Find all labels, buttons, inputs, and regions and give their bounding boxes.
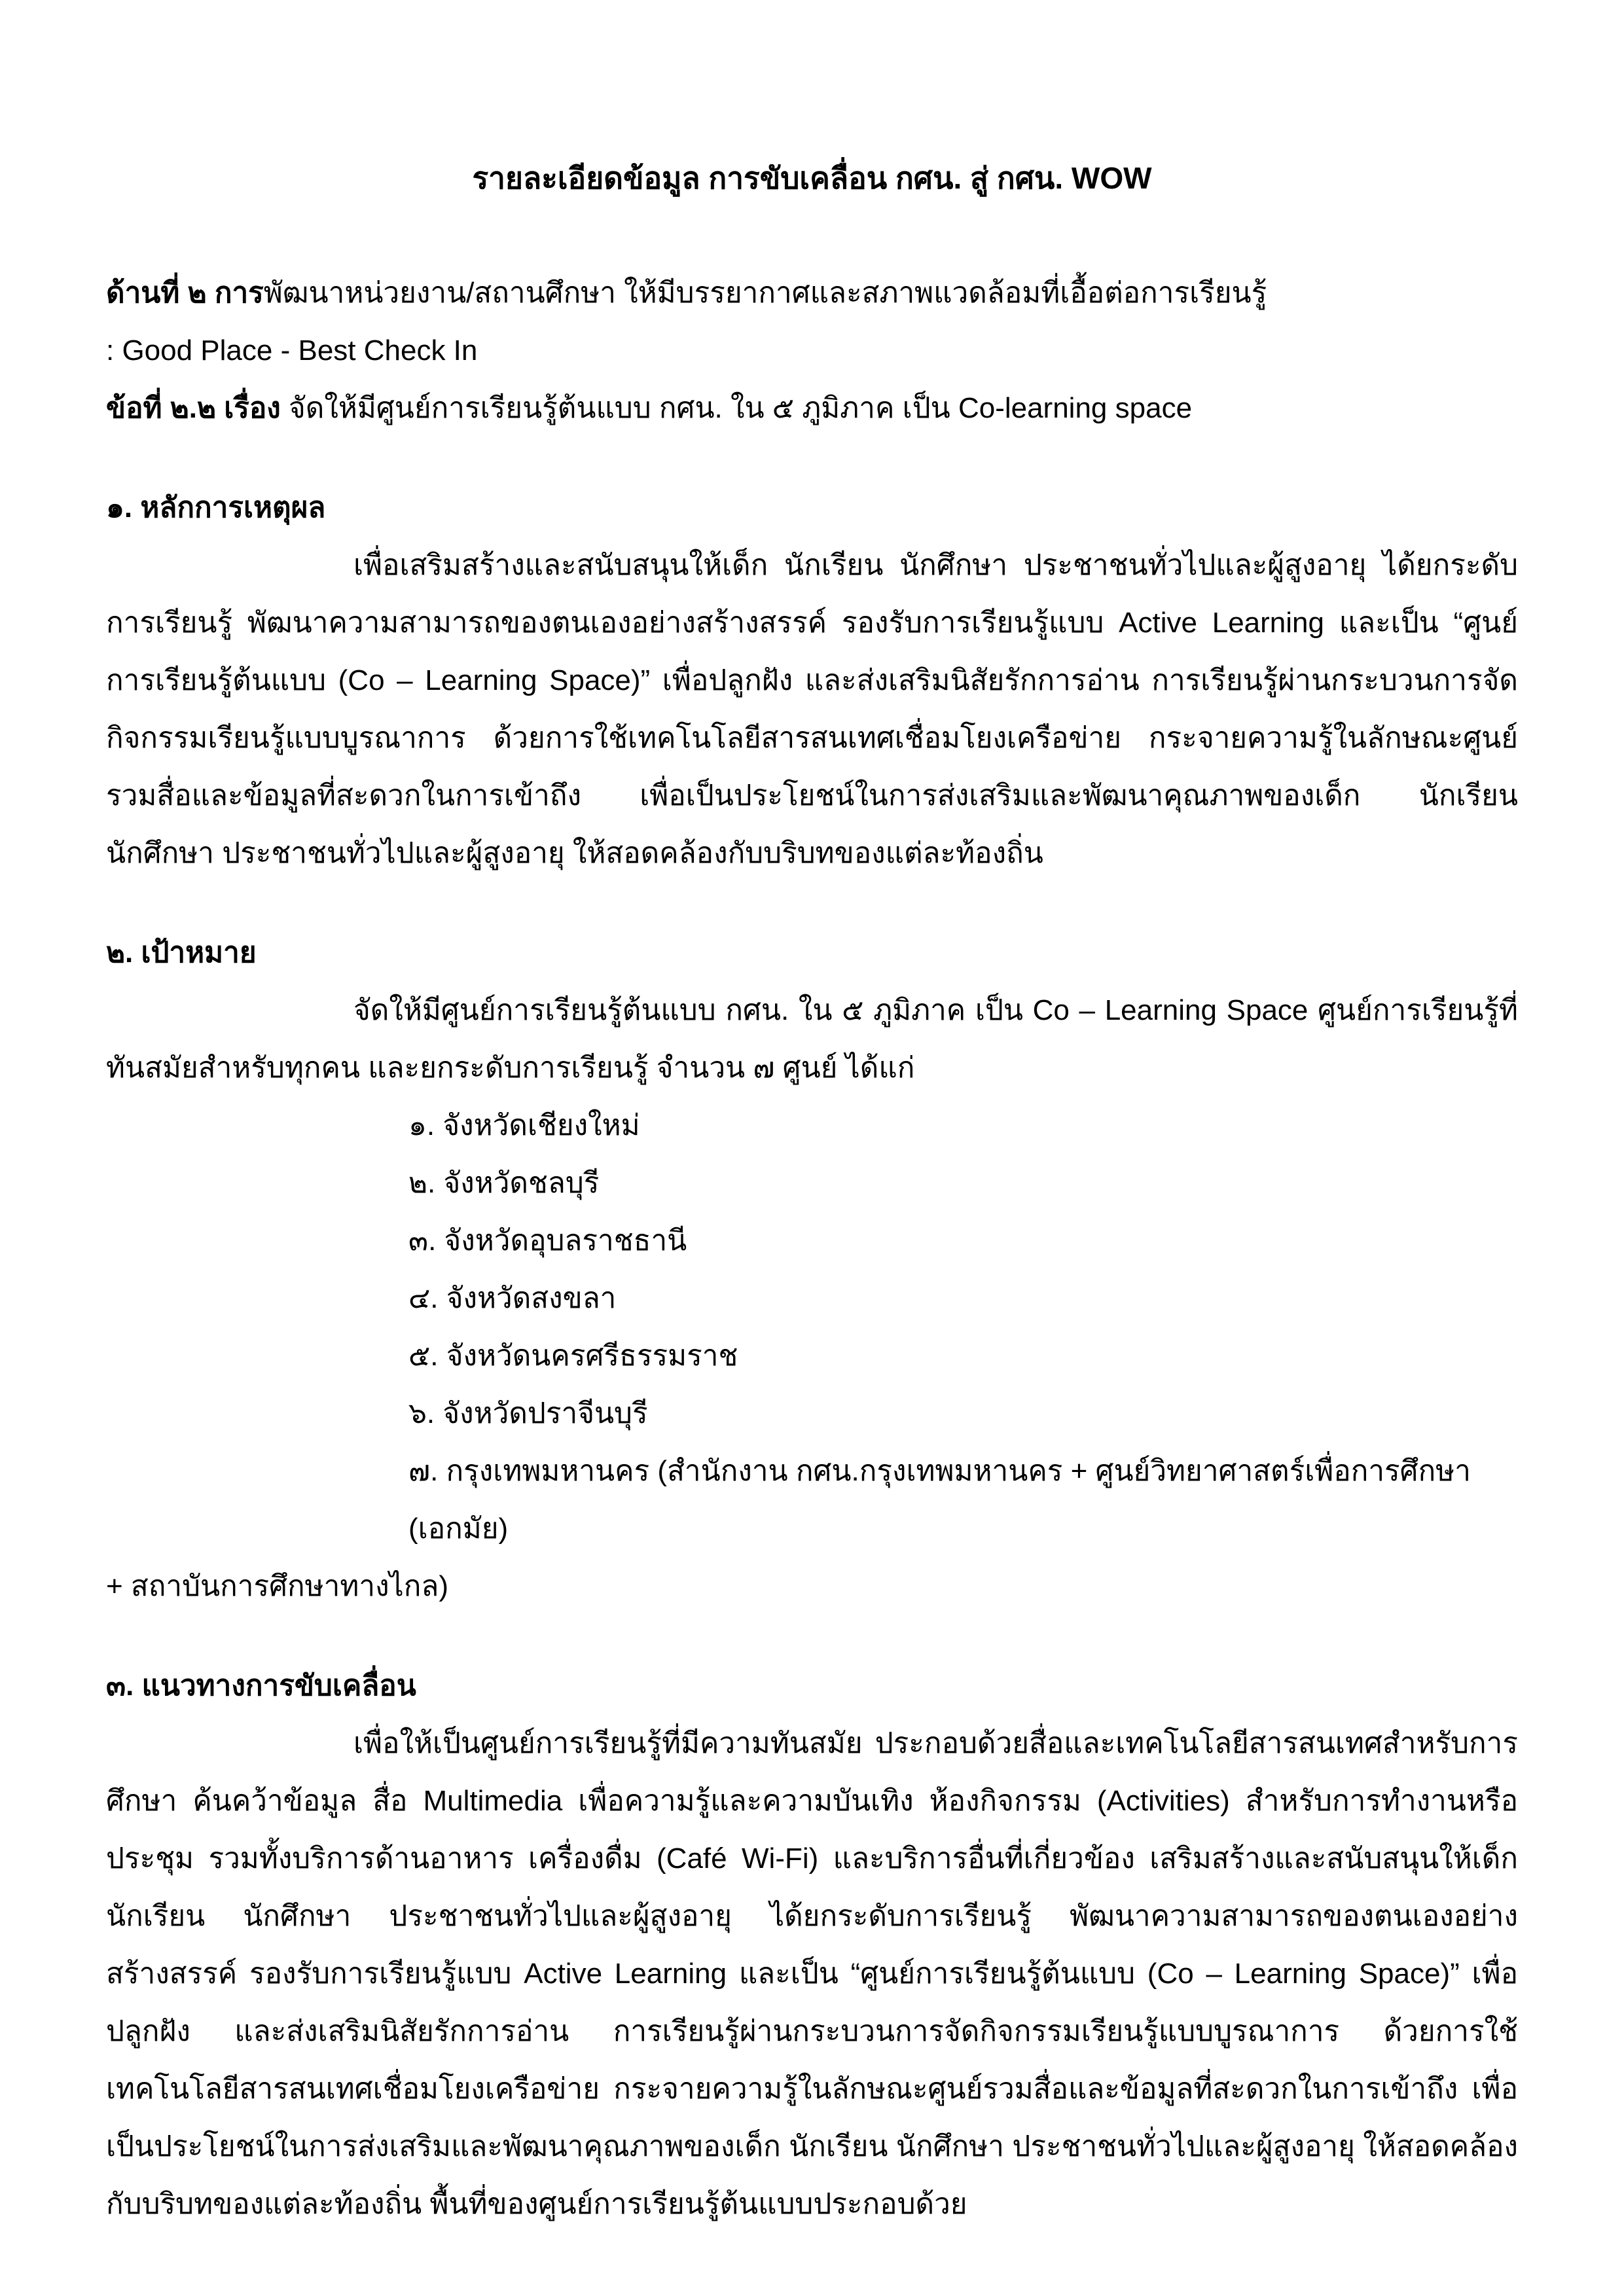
item-label: ข้อที่ ๒.๒ เรื่อง	[106, 392, 281, 424]
list-item: ๕. จังหวัดนครศรีธรรมราช	[408, 1340, 738, 1372]
list-continuation: + สถาบันการศึกษาทางไกล)	[106, 1570, 448, 1602]
section-3-paragraph: เพื่อให้เป็นศูนย์การเรียนรู้ที่มีความทันสมัย ประกอบด้วยสื่อและเทคโนโลยีสารสนเทศสำหรับการศึกษา ค้นคว้าข้อมูล สื่อ Multimedia เพื่อความรู้และความบันเทิง ห้องกิจกรรม (Activities) สำหรับการทำงานหรือประชุม รวมทั้งบริการด้านอาหาร เครื่องดื่ม (Café Wi-Fi) และบริการอื่นที่เกี่ยวข้อง เสริมสร้างและสนับสนุนให้เด็ก นักเรียน นักศึกษา ประชาชนทั่วไปและผู้สูงอายุ ได้ยกระดับการเรียนรู้ พัฒนาความสามารถของตนเองอย่างสร้างสรรค์ รองรับการเรียนรู้แบบ Active Learning และเป็น “ศูนย์การเรียนรู้ต้นแบบ (Co – Learning Space)” เพื่อปลูกฝัง และส่งเสริมนิสัยรักการอ่าน การเรียนรู้ผ่านกระบวนการจัดกิจกรรมเรียนรู้แบบบูรณาการ ด้วยการใช้เทคโนโลยีสารสนเทศเชื่อมโยงเครือข่าย กระจายความรู้ในลักษณะศูนย์รวมสื่อและข้อมูลที่สะดวกในการเข้าถึง เพื่อเป็นประโยชน์ในการส่งเสริมและพัฒนาคุณภาพของเด็ก นักเรียน นักศึกษา ประชาชนทั่วไปและผู้สูงอายุ ให้สอดคล้องกับบริบทของแต่ละท้องถิ่น พื้นที่ของศูนย์การเรียนรู้ต้นแบบประกอบด้วย	[106, 1727, 1518, 2220]
topic-line	[106, 264, 1518, 322]
section-approach	[106, 1657, 1518, 2233]
section-principle	[106, 479, 1518, 882]
item-line	[106, 380, 1518, 437]
topic-text: พัฒนาหน่วยงาน/สถานศึกษา ให้มีบรรยากาศและสภาพแวดล้อมที่เอื้อต่อการเรียนรู้	[263, 277, 1267, 309]
list-item: ๒. จังหวัดชลบุรี	[408, 1167, 600, 1199]
subtitle-line: : Good Place - Best Check In	[106, 334, 478, 367]
document-header	[106, 264, 1518, 437]
section-goal	[106, 924, 1518, 1615]
section-2-heading: ๒. เป้าหมาย	[106, 937, 257, 969]
section-1-heading: ๑. หลักการเหตุผล	[106, 492, 326, 524]
page-title: รายละเอียดข้อมูล การขับเคลื่อน กศน. สู่ กศน. WOW	[472, 161, 1152, 195]
item-text: จัดให้มีศูนย์การเรียนรู้ต้นแบบ กศน. ใน ๕ ภูมิภาค เป็น Co-learning space	[280, 392, 1193, 424]
topic-label: ด้านที่ ๒ การ	[106, 277, 264, 309]
list-item: ๖. จังหวัดปราจีนบุรี	[408, 1397, 648, 1429]
section-2-paragraph: จัดให้มีศูนย์การเรียนรู้ต้นแบบ กศน. ใน ๕ ภูมิภาค เป็น Co – Learning Space ศูนย์การเรียนรู้ที่ทันสมัยสำหรับทุกคน และยกระดับการเรียนรู้ จำนวน ๗ ศูนย์ ได้แก่	[106, 994, 1519, 1084]
list-item: ๓. จังหวัดอุบลราชธานี	[408, 1225, 687, 1257]
list-item: ๑. จังหวัดเชียงใหม่	[408, 1109, 640, 1141]
list-item: ๗. กรุงเทพมหานคร (สำนักงาน กศน.กรุงเทพมหานคร + ศูนย์วิทยาศาสตร์เพื่อการศึกษา (เอกมัย)	[408, 1455, 1471, 1545]
section-3-heading: ๓. แนวทางการขับเคลื่อน	[106, 1670, 416, 1702]
section-1-paragraph: เพื่อเสริมสร้างและสนับสนุนให้เด็ก นักเรียน นักศึกษา ประชาชนทั่วไปและผู้สูงอายุ ได้ยกระดับการเรียนรู้ พัฒนาความสามารถของตนเองอย่างสร้างสรรค์ รองรับการเรียนรู้แบบ Active Learning และเป็น “ศูนย์การเรียนรู้ต้นแบบ (Co – Learning Space)” เพื่อปลูกฝัง และส่งเสริมนิสัยรักการอ่าน การเรียนรู้ผ่านกระบวนการจัดกิจกรรมเรียนรู้แบบบูรณาการ ด้วยการใช้เทคโนโลยีสารสนเทศเชื่อมโยงเครือข่าย กระจายความรู้ในลักษณะศูนย์รวมสื่อและข้อมูลที่สะดวกในการเข้าถึง เพื่อเป็นประโยชน์ในการส่งเสริมและพัฒนาคุณภาพของเด็ก นักเรียน นักศึกษา ประชาชนทั่วไปและผู้สูงอายุ ให้สอดคล้องกับบริบทของแต่ละท้องถิ่น	[106, 549, 1518, 869]
list-item: ๔. จังหวัดสงขลา	[408, 1282, 617, 1314]
province-list	[106, 1097, 1518, 1558]
